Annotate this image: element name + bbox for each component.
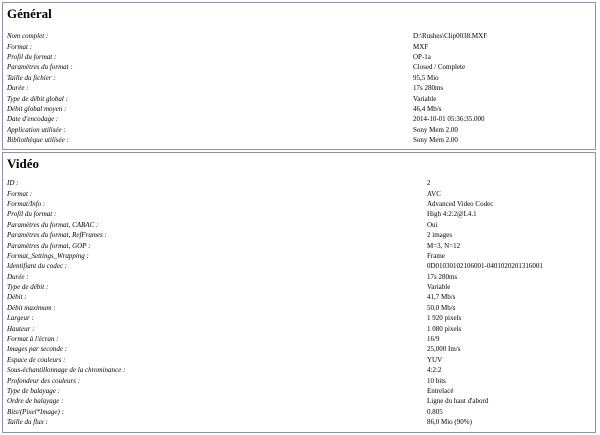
- row-value: Oui: [427, 220, 438, 229]
- row-value: High 4:2:2@L4.1: [427, 210, 477, 219]
- row-value: 0D01030102106001-0401020201316001: [427, 262, 543, 271]
- row-label: Paramètres du format, GOP :: [7, 241, 91, 250]
- row-value: Variable: [427, 283, 451, 292]
- table-row: [7, 83, 591, 93]
- row-value: 17s 280ms: [413, 84, 444, 93]
- row-label: Nom complet :: [7, 32, 49, 41]
- row-value: 50,0 Mb/s: [427, 303, 456, 312]
- row-value: 41,7 Mb/s: [427, 293, 456, 302]
- row-label: Type de balayage :: [7, 387, 60, 395]
- row-value: MXF: [413, 42, 429, 51]
- table-row: [7, 251, 591, 261]
- row-label: Ordre de balayage :: [7, 397, 64, 406]
- table-row: [7, 272, 591, 282]
- row-label: Format_Settings_Wrapping :: [7, 251, 89, 260]
- table-row: [7, 73, 591, 83]
- table-row: [7, 62, 591, 72]
- table-row: [7, 104, 591, 114]
- table-row: [7, 230, 591, 240]
- video-section: [2, 152, 596, 433]
- row-value: 10 bits: [427, 376, 446, 385]
- row-value: Sony Mem 2.00: [413, 125, 458, 134]
- table-row: [7, 334, 591, 344]
- row-value: AVC: [427, 189, 441, 198]
- table-row: [7, 407, 591, 417]
- general-section-title: Général: [7, 6, 52, 21]
- row-value: 2 images: [427, 231, 453, 240]
- row-value: 86,0 Mio (90%): [427, 418, 472, 427]
- row-label: Identifiant du codec :: [7, 262, 68, 271]
- row-label: Format à l'écran :: [7, 335, 59, 344]
- row-label: Taille du fichier :: [7, 73, 56, 82]
- table-row: [7, 114, 591, 124]
- table-row: [7, 417, 591, 427]
- row-value: 46,4 Mb/s: [413, 104, 442, 113]
- row-value: 4:2:2: [427, 366, 442, 375]
- row-label: Débit global moyen :: [7, 104, 67, 113]
- table-row: [7, 199, 591, 209]
- row-value: D:\Rushes\Clip0038.MXF: [413, 32, 488, 41]
- table-row: [7, 344, 591, 354]
- row-value: 16/9: [427, 335, 440, 344]
- table-row: [7, 240, 591, 250]
- table-row: [7, 125, 591, 135]
- row-value: Entrelacé: [427, 387, 454, 395]
- row-label: Hauteur :: [7, 324, 35, 333]
- table-row: [7, 135, 591, 145]
- table-row: [7, 41, 591, 51]
- row-value: Frame: [427, 251, 445, 260]
- table-row: [7, 31, 591, 41]
- table-row: [7, 178, 591, 188]
- row-label: Taille du flux :: [7, 418, 48, 427]
- row-value: 2014-10-01 05:36:35.000: [413, 115, 485, 124]
- row-value: OP-1a: [413, 52, 431, 61]
- video-section-title: Vidéo: [7, 156, 40, 171]
- row-value: Advanced Video Codec: [427, 199, 494, 208]
- table-row: [7, 282, 591, 292]
- row-label: Espace de couleurs :: [7, 355, 66, 364]
- row-value: 17s 280ms: [427, 272, 458, 281]
- table-row: [7, 355, 591, 365]
- table-row: [7, 303, 591, 313]
- general-rows: [7, 31, 591, 145]
- row-value: 0.805: [427, 407, 443, 416]
- row-value: Closed / Complete: [413, 63, 466, 72]
- table-row: [7, 323, 591, 333]
- row-label: Date d'encodage :: [7, 115, 59, 124]
- row-label: Sous-échantillonnage de la chrominance :: [7, 366, 126, 375]
- table-row: [7, 313, 591, 323]
- row-label: Type de débit :: [7, 283, 49, 292]
- row-value: YUV: [427, 355, 443, 364]
- row-label: Profondeur des couleurs :: [7, 376, 81, 385]
- table-row: [7, 386, 591, 396]
- row-value: Sony Mem 2.00: [413, 136, 458, 145]
- table-row: [7, 396, 591, 406]
- row-label: Bits/(Pixel*Image) :: [7, 407, 64, 416]
- row-value: Variable: [413, 94, 437, 103]
- table-row: [7, 261, 591, 271]
- row-label: Format :: [7, 42, 33, 51]
- row-label: Débit :: [7, 293, 27, 302]
- row-value: 25,000 Im/s: [427, 345, 461, 354]
- row-label: Durée :: [7, 272, 29, 281]
- table-row: [7, 220, 591, 230]
- table-row: [7, 209, 591, 219]
- row-label: Type de débit global :: [7, 94, 68, 103]
- table-row: [7, 375, 591, 385]
- row-label: Format :: [7, 189, 33, 198]
- row-label: Format/Info :: [7, 199, 46, 208]
- row-value: 1 080 pixels: [427, 324, 462, 333]
- row-value: 1 920 pixels: [427, 314, 462, 323]
- table-row: [7, 292, 591, 302]
- row-value: Ligne du haut d'abord: [427, 397, 489, 406]
- row-label: Profil du format :: [7, 210, 57, 219]
- row-value: M=3, N=12: [427, 241, 461, 250]
- row-label: Paramètres du format, RefFrames :: [7, 231, 107, 240]
- table-row: [7, 365, 591, 375]
- row-label: Paramètres du format :: [7, 63, 73, 72]
- row-value: 95,5 Mio: [413, 73, 439, 82]
- row-label: Paramètres du format, CABAC :: [7, 220, 99, 229]
- row-label: Durée :: [7, 84, 29, 93]
- row-label: Application utilisée :: [7, 125, 66, 134]
- row-label: Bibliothèque utilisée :: [7, 136, 69, 145]
- row-label: Largeur :: [7, 314, 34, 323]
- row-label: ID :: [7, 179, 19, 188]
- row-label: Images par seconde :: [7, 345, 68, 354]
- row-label: Débit maximum :: [7, 303, 56, 312]
- table-row: [7, 188, 591, 198]
- video-rows: [7, 178, 591, 427]
- row-value: 2: [427, 179, 431, 188]
- row-label: Profil du format :: [7, 52, 57, 61]
- table-row: [7, 93, 591, 103]
- table-row: [7, 52, 591, 62]
- general-section: [2, 2, 596, 150]
